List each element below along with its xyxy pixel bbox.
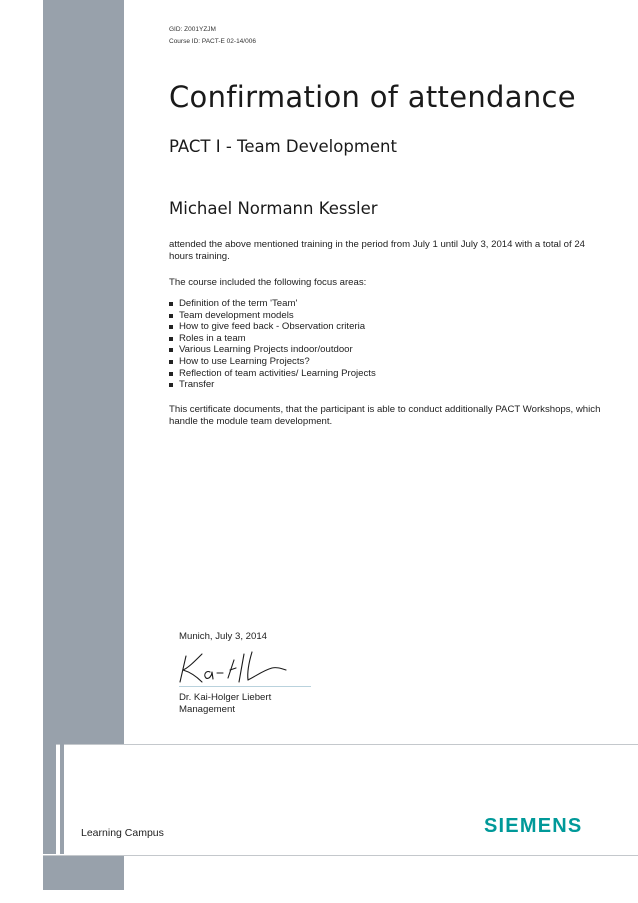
attendance-statement: attended the above mentioned training in the period from July 1 until July 3, 2014 with a total of 24 hours training. [169, 239, 585, 262]
footer-panel [43, 744, 638, 856]
focus-area-text: Transfer [179, 379, 215, 391]
footer-decor-strip [60, 744, 64, 854]
focus-area-text: How to use Learning Projects? [179, 355, 310, 367]
signer-name: Dr. Kai-Holger Liebert [179, 692, 272, 703]
bullet-icon [169, 360, 173, 364]
bullet-icon [169, 337, 173, 341]
list-item [169, 379, 376, 391]
signer-role: Management [179, 704, 235, 715]
list-item [169, 368, 376, 380]
focus-area-text: Various Learning Projects indoor/outdoor [179, 344, 353, 356]
place-and-date: Munich, July 3, 2014 [179, 631, 267, 642]
course-title: PACT I - Team Development [169, 137, 397, 156]
certificate-title: Confirmation of attendance [169, 80, 576, 114]
focus-area-text: How to give feed back - Observation criteria [179, 321, 366, 333]
learning-campus-label: Learning Campus [81, 827, 164, 839]
bullet-icon [169, 325, 173, 329]
focus-area-text: Roles in a team [179, 332, 246, 344]
list-item [169, 310, 376, 322]
focus-area-text: Team development models [179, 309, 294, 321]
bullet-icon [169, 348, 173, 352]
list-item [169, 356, 376, 368]
bullet-icon [169, 314, 173, 318]
course-id-label: Course ID: PACT-E 02-14/006 [169, 38, 256, 45]
focus-area-list [169, 298, 376, 391]
focus-area-text: Reflection of team activities/ Learning Projects [179, 367, 376, 379]
list-item [169, 333, 376, 345]
bullet-icon [169, 372, 173, 376]
list-item [169, 298, 376, 310]
signature-line [179, 686, 311, 687]
list-item [169, 344, 376, 356]
handwritten-signature [176, 648, 296, 688]
gid-label: GID: Z001YZJM [169, 26, 216, 33]
footer-decor-strip [43, 744, 56, 854]
list-item [169, 321, 376, 333]
focus-area-text: Definition of the term 'Team' [179, 298, 298, 309]
focus-intro: The course included the following focus areas: [169, 277, 367, 288]
participant-name: Michael Normann Kessler [169, 199, 378, 218]
bullet-icon [169, 302, 173, 306]
bullet-icon [169, 383, 173, 387]
siemens-logo: SIEMENS [484, 815, 583, 837]
closing-statement: This certificate documents, that the participant is able to conduct additionally PACT Workshops, which handle the module team development. [169, 404, 601, 427]
